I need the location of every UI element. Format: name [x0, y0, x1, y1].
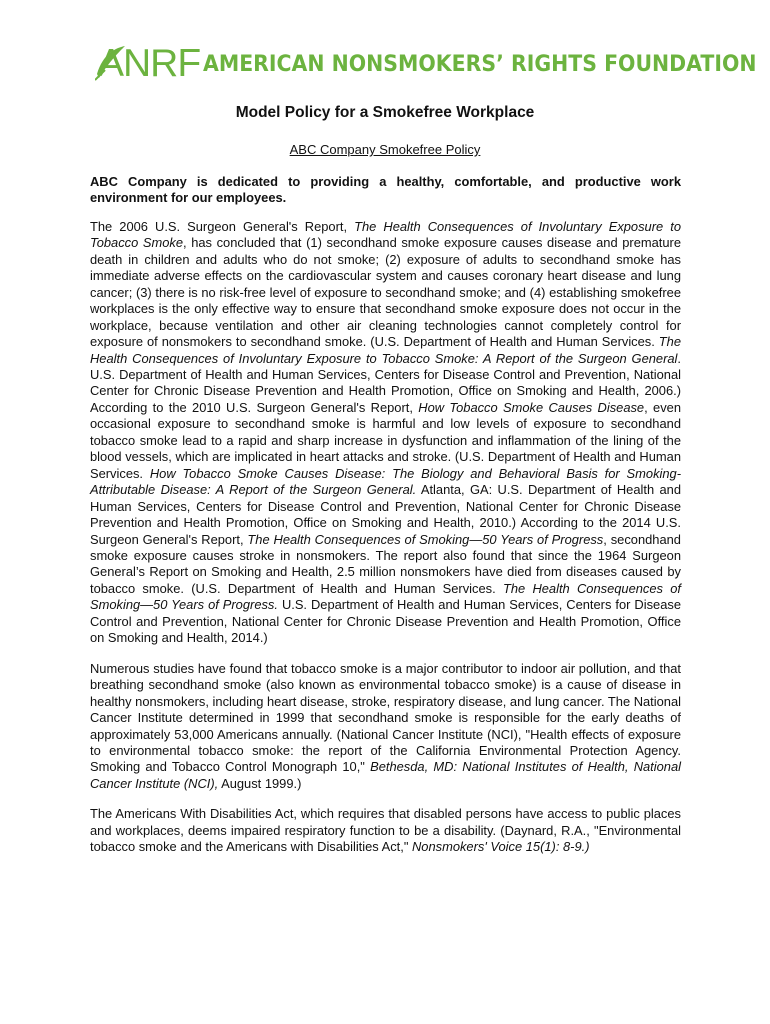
paragraph-text: Numerous studies have found that tobacco smoke is a major contributor to indoor air pollution, and that breathing secondhand smoke (also known as environmental tobacco smoke) is a cause of disease in healthy nonsmokers, including heart disease, stroke, respiratory disease, and lung cancer. The National Cancer Institute determined in 1999 that secondhand smoke is responsible for the early deaths of approximately 53,000 Americans annually. (National Cancer Institute (NCI), "Health effects of exposure to environmental tobacco smoke: the report of the California Environmental Protection Agency. Smoking and Tobacco Control Monograph 10,"	[90, 660, 681, 775]
paragraph-text: The 2006 U.S. Surgeon General's Report,	[90, 218, 355, 234]
logo-acronym: ANRF	[98, 42, 201, 85]
paragraph-text: The Americans With Disabilities Act, which requires that disabled persons have access to public places and workplaces, deems impaired respiratory function to be a disability. (Daynard, R.A., "Environmental tobacco smoke and the Americans with Disabilities Act,"	[90, 806, 681, 855]
paragraph-indoor-pollution	[90, 661, 681, 793]
paragraph-text: , secondhand smoke exposure causes stroke in nonsmokers. The report also found that since the 1964 Surgeon General’s Report on Smoking and Health, 2.5 million nonsmokers have died from diseases caused by tobacco smoke. (U.S. Department of Health and Human Services.	[90, 531, 681, 596]
citation-title: Nonsmokers' Voice 15(1): 8-9.)	[411, 839, 590, 855]
paragraph-text: , has concluded that (1) secondhand smoke exposure causes disease and premature death in children and adults who do not smoke; (2) exposure of adults to secondhand smoke has immediate adverse effects on the cardiovascular system and causes coronary heart disease and lung cancer; (3) there is no risk-free level of exposure to secondhand smoke; and (4) establishing smokefree workplaces is the only effective way to ensure that secondhand smoke exposure does not occur in the workplace, because ventilation and other air cleaning technologies cannot completely control for exposure of nonsmokers to secondhand smoke. (U.S. Department of Health and Human Services.	[90, 235, 681, 350]
document-body	[90, 174, 681, 870]
citation-title: The Health Consequences of Involuntary Exposure to Tobacco Smoke: A Report of the Surgeon General	[90, 334, 681, 366]
citation-title: The Health Consequences of Smoking—50 Years of Progress.	[90, 580, 681, 613]
organization-name: AMERICAN NONSMOKERS’ RIGHTS FOUNDATION	[203, 52, 757, 77]
paragraph-text: Atlanta, GA: U.S. Department of Health and Human Services, Centers for Disease Control and Prevention, National Center for Chronic Disease Prevention and Health Promotion, Office on Smoking and Health, 2010.) According to the 2014 U.S. Surgeon General's Report,	[90, 482, 681, 547]
citation-title: How Tobacco Smoke Causes Disease: The Biology and Behavioral Basis for Smoking-Attributable Disease: A Report of the Surgeon General.	[90, 465, 682, 498]
paragraph-text: U.S. Department of Health and Human Services, Centers for Disease Control and Prevention, National Center for Chronic Disease Prevention and Health Promotion, Office on Smoking and Health, 2014.)	[90, 597, 681, 646]
page-title: Model Policy for a Smokefree Workplace	[235, 104, 535, 121]
paragraph-surgeon-general	[90, 219, 681, 647]
citation-title: The Health Consequences of Smoking—50 Years of Progress	[247, 531, 604, 547]
citation-title: How Tobacco Smoke Causes Disease	[418, 399, 645, 415]
anrf-logo	[95, 42, 757, 88]
policy-subtitle: ABC Company Smokefree Policy	[289, 142, 481, 157]
paragraph-text: , even occasional exposure to secondhand smoke is harmful and low levels of exposure to secondhand tobacco smoke lead to a rapid and sharp increase in dysfunction and inflammation of the lining of the blood vessels, which are implicated in heart attacks and stroke. (U.S. Department of Health and Human Services.	[90, 399, 681, 481]
citation-title: The Health Consequences of Involuntary Exposure to Tobacco Smoke	[90, 218, 681, 251]
paragraph-text: . U.S. Department of Health and Human Services, Centers for Disease Control and Prevention, National Center for Chronic Disease Prevention and Health Promotion, Office on Smoking and Health, 2006.) According to the 2010 U.S. Surgeon General's Report,	[90, 350, 681, 415]
citation-title: Bethesda, MD: National Institutes of Health, National Cancer Institute (NCI),	[90, 759, 681, 791]
paragraph-ada	[90, 806, 681, 855]
anrf-logo-mark	[95, 42, 201, 88]
intro-paragraph: ABC Company is dedicated to providing a healthy, comfortable, and productive work environment for our employees.	[90, 174, 681, 206]
paragraph-text: August 1999.)	[218, 775, 302, 791]
